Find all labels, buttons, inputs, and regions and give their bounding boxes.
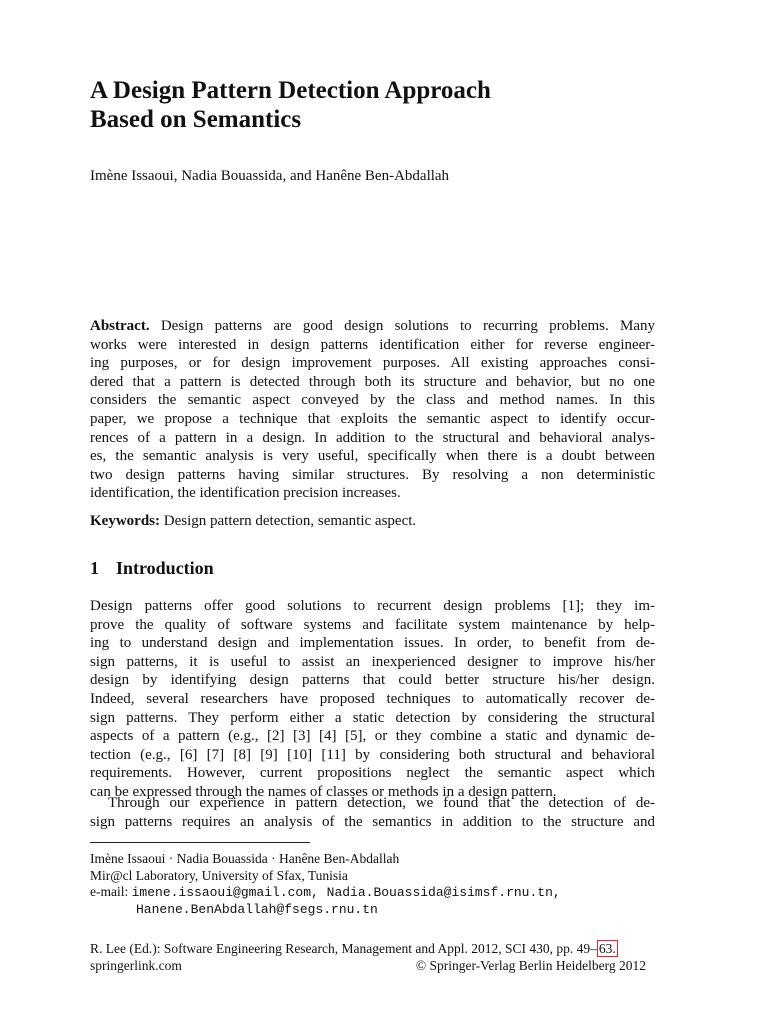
section-heading bbox=[90, 557, 214, 579]
paper-title bbox=[90, 76, 690, 134]
abstract-line: considers the semantic aspect conveyed by the class and method names. In this bbox=[90, 392, 655, 409]
paragraph-line: sign patterns. They perform either a static detection by considering the structural bbox=[90, 709, 655, 726]
author-list: Imène Issaoui, Nadia Bouassida, and Hanêne Ben-Abdallah bbox=[90, 168, 450, 184]
keywords-line bbox=[90, 511, 655, 531]
abstract bbox=[90, 317, 655, 503]
email-address-continued[interactable]: Hanene.BenAbdallah@fsegs.rnu.tn bbox=[136, 901, 378, 917]
paragraph-line: Design patterns offer good solutions to recurrent design problems [1]; they im- bbox=[90, 598, 655, 614]
publisher-row bbox=[90, 958, 646, 975]
paragraph-line: sign patterns requires an analysis of the semantics in addition to the structure and bbox=[90, 813, 655, 830]
abstract-line: dered that a pattern is detected through both its structure and behavior, but no one bbox=[90, 373, 655, 390]
abstract-line: works were interested in design patterns identification either for reverse engineer- bbox=[90, 336, 655, 353]
keywords bbox=[90, 511, 655, 531]
paragraph-line: ing to understand design and implementation issues. In order, to benefit from de- bbox=[90, 635, 655, 652]
paragraph-line: tection (e.g., [6] [7] [8] [9] [10] [11] by considering both structural and behavioral bbox=[90, 746, 655, 763]
paragraph-line: Indeed, several researchers have proposed techniques to automatically recover de- bbox=[90, 690, 655, 707]
abstract-line: identification, the identification precision increases. bbox=[90, 485, 401, 502]
paragraph-line: Through our experience in pattern detection, we found that the detection of de- bbox=[108, 795, 655, 811]
abstract-line: es, the semantic analysis is very useful, specifically when there is a doubt between bbox=[90, 448, 655, 465]
title-line: A Design Pattern Detection Approach bbox=[90, 77, 491, 104]
abstract-label: Abstract. bbox=[90, 318, 150, 334]
section-title: Introduction bbox=[116, 558, 214, 578]
copyright-notice: © Springer-Verlag Berlin Heidelberg 2012 bbox=[415, 957, 646, 973]
paragraph-line: design by identifying design patterns that could better structure his/her design. bbox=[90, 672, 655, 689]
abstract-line bbox=[90, 317, 655, 336]
abstract-line: two design patterns having similar structures. By resolving a non deterministic bbox=[90, 466, 655, 483]
site-link[interactable]: springerlink.com bbox=[90, 957, 182, 973]
keywords-label: Keywords: bbox=[90, 513, 160, 529]
section-number: 1 bbox=[90, 558, 99, 578]
paragraph-line: can be expressed through the names of classes or methods in a design pattern. bbox=[90, 783, 557, 800]
footnote-email-line bbox=[90, 884, 561, 902]
citation-prefix: R. Lee (Ed.): Software Engineering Research, Management and Appl. 2012, SCI 430, pp. 49– bbox=[90, 941, 597, 956]
citation-row bbox=[90, 941, 646, 958]
abstract-line: ing purposes, or for design improvement purposes. All existing approaches consi- bbox=[90, 355, 655, 372]
author-footnote bbox=[90, 851, 561, 918]
publication-info bbox=[90, 941, 646, 974]
paragraph-line: requirements. However, current propositions neglect the semantic aspect which bbox=[90, 765, 655, 782]
abstract-line: rences of a pattern in a design. In addition to the structural and behavioral analys- bbox=[90, 429, 655, 446]
last-page-link[interactable]: 63. bbox=[598, 941, 616, 956]
keywords-text: Design pattern detection, semantic aspect. bbox=[163, 513, 417, 529]
footnote-affiliation: Mir@cl Laboratory, University of Sfax, Tunisia bbox=[90, 867, 348, 883]
abstract-first-line: Design patterns are good design solutions to recurring problems. Many bbox=[160, 318, 655, 334]
paragraph-line: prove the quality of software systems and facilitate system maintenance by help- bbox=[90, 616, 655, 633]
abstract-line: paper, we propose a technique that exploits the semantic aspect to identify occur- bbox=[90, 410, 655, 427]
paragraph-line: sign patterns, it is useful to assist an inexperienced designer to improve his/her bbox=[90, 653, 655, 670]
intro-paragraph-2 bbox=[90, 794, 655, 831]
email-label: e-mail: bbox=[90, 884, 129, 899]
paragraph-line: aspects of a pattern (e.g., [2] [3] [4] [5], or they combine a static and dynamic de- bbox=[90, 728, 655, 745]
email-addresses[interactable]: imene.issaoui@gmail.com, Nadia.Bouassida@isimsf.rnu.tn, bbox=[131, 885, 561, 900]
intro-paragraph-1 bbox=[90, 597, 655, 802]
title-line: Based on Semantics bbox=[90, 106, 302, 133]
footnote-divider bbox=[90, 842, 310, 843]
footnote-names: Imène Issaoui · Nadia Bouassida · Hanêne Ben-Abdallah bbox=[90, 851, 400, 866]
citation-text bbox=[90, 941, 618, 958]
